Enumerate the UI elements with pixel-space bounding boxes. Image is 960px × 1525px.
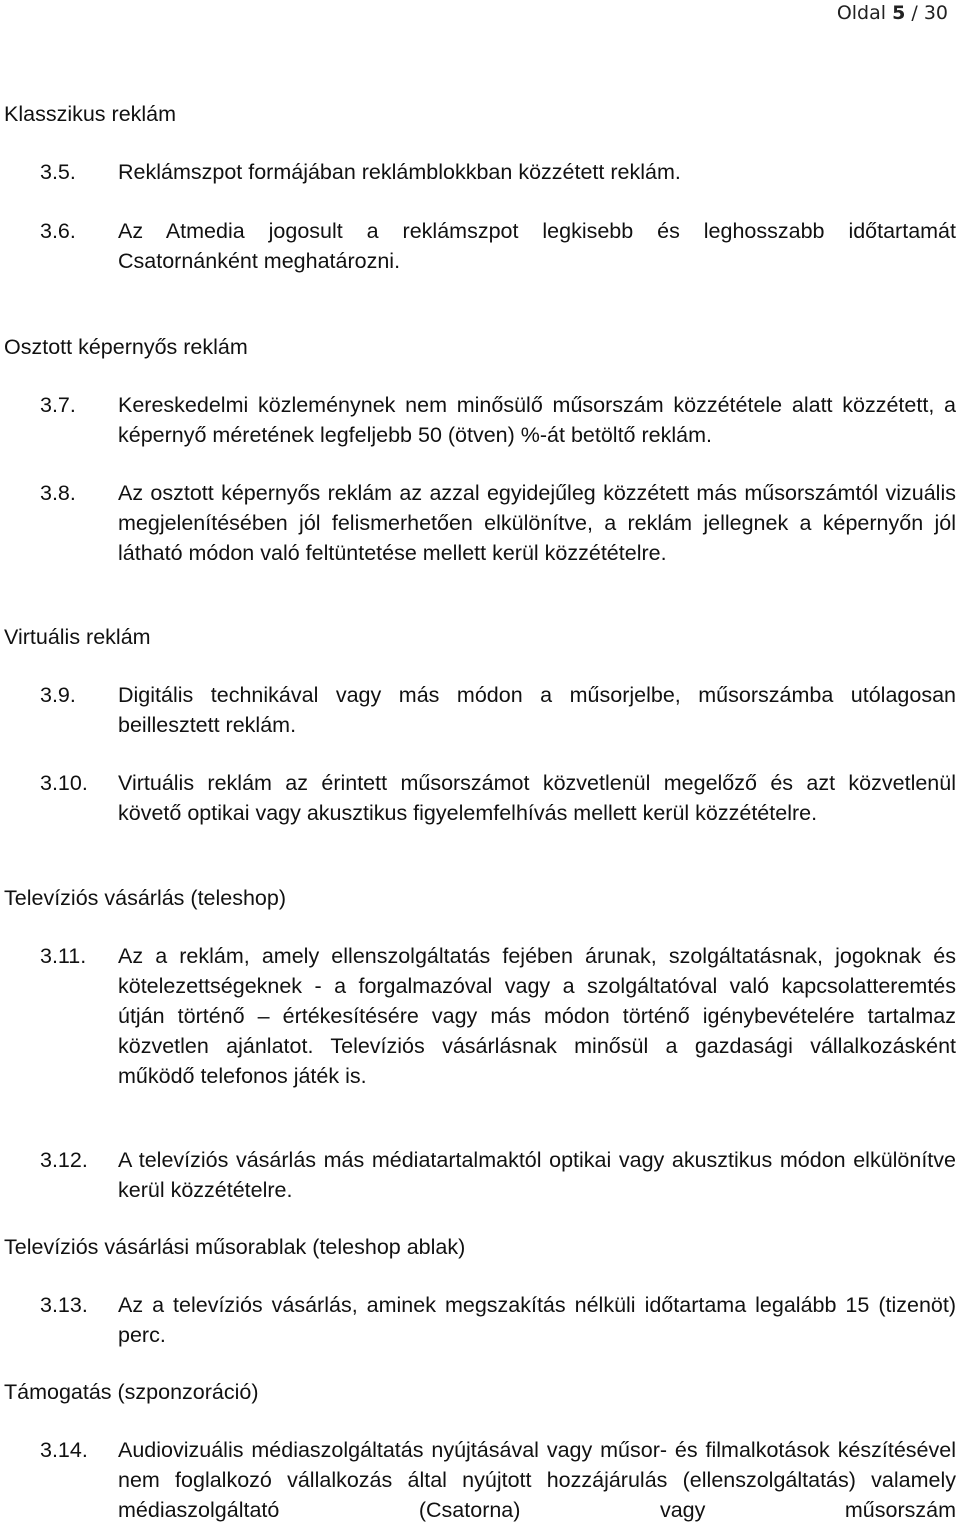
item-number: 3.13. <box>40 1293 88 1317</box>
section-heading-virtualis: Virtuális reklám <box>4 625 151 649</box>
item-text: Virtuális reklám az érintett műsorszámot közvetlenül megelőző és azt közvetlenül követő optikai vagy akusztikus figyelemfelhívás mellett kerül közzétételre. <box>118 771 956 825</box>
list-item-3-8 <box>40 478 956 568</box>
item-number: 3.5. <box>40 160 76 184</box>
page-total: 30 <box>923 2 948 24</box>
item-number: 3.6. <box>40 219 76 243</box>
section-heading-teleshop-ablak: Televíziós vásárlási műsorablak (teleshop ablak) <box>4 1235 466 1259</box>
item-number: 3.11. <box>40 944 87 968</box>
page-current: 5 <box>892 2 906 24</box>
page-number-header <box>837 2 948 24</box>
item-number: 3.8. <box>40 481 76 505</box>
list-item-3-5 <box>40 157 956 187</box>
section-heading-tamogatas: Támogatás (szponzoráció) <box>4 1380 259 1404</box>
list-item-3-14 <box>40 1435 956 1525</box>
list-item-3-13 <box>40 1290 956 1350</box>
section-heading-klasszikus: Klasszikus reklám <box>4 102 177 126</box>
page-label: Oldal <box>836 2 887 24</box>
list-item-3-9 <box>40 680 956 740</box>
item-number: 3.12. <box>40 1148 88 1172</box>
list-item-3-12 <box>40 1145 956 1205</box>
item-text: Reklámszpot formájában reklámblokkban közzétett reklám. <box>118 160 681 184</box>
list-item-3-6 <box>40 216 956 276</box>
page-separator: / <box>911 2 918 24</box>
list-item-3-11 <box>40 941 956 1091</box>
item-number: 3.10. <box>40 771 88 795</box>
item-text: A televíziós vásárlás más médiatartalmaktól optikai vagy akusztikus módon elkülönítve kerül közzétételre. <box>118 1148 956 1202</box>
item-text: Audiovizuális médiaszolgáltatás nyújtásával vagy műsor- és filmalkotások készítésével nem foglalkozó vállalkozás által nyújtott hozzájárulás (ellenszolgáltatás) valamely médiaszolgáltató (Csatorna) vagy műsorszám <box>118 1438 956 1522</box>
item-number: 3.7. <box>40 393 76 417</box>
item-text: Az osztott képernyős reklám az azzal egyidejűleg közzétett más műsorszámtól vizuális megjelenítésében jól felismerhetően elkülönítve, a reklám jellegnek a képernyőn jól látható módon való feltüntetése mellett kerül közzétételre. <box>118 481 956 565</box>
section-heading-teleshop: Televíziós vásárlás (teleshop) <box>4 886 287 910</box>
item-text: Az a televíziós vásárlás, aminek megszakítás nélküli időtartama legalább 15 (tizenöt) perc. <box>118 1293 956 1347</box>
item-number: 3.14. <box>40 1438 88 1462</box>
list-item-3-7 <box>40 390 956 450</box>
list-item-3-10 <box>40 768 956 828</box>
item-text: Az Atmedia jogosult a reklámszpot legkisebb és leghosszabb időtartamát Csatornánként meghatározni. <box>118 219 956 273</box>
section-heading-osztott: Osztott képernyős reklám <box>4 335 248 359</box>
item-number: 3.9. <box>40 683 76 707</box>
item-text: Digitális technikával vagy más módon a műsorjelbe, műsorszámba utólagosan beillesztett reklám. <box>118 683 956 737</box>
item-text: Az a reklám, amely ellenszolgáltatás fejében árunak, szolgáltatásnak, jogoknak és kötelezettségeknek - a forgalmazóval vagy a szolgáltatóval való kapcsolatteremtés útján történő – értékesítésére vagy más módon történő igénybevételére tartalmaz közvetlen ajánlatot. Televíziós vásárlásnak minősül a gazdasági vállalkozásként működő telefonos játék is. <box>118 944 956 1088</box>
item-text: Kereskedelmi közleménynek nem minősülő műsorszám közzététele alatt közzétett, a képernyő méretének legfeljebb 50 (ötven) %-át betöltő reklám. <box>118 393 956 447</box>
